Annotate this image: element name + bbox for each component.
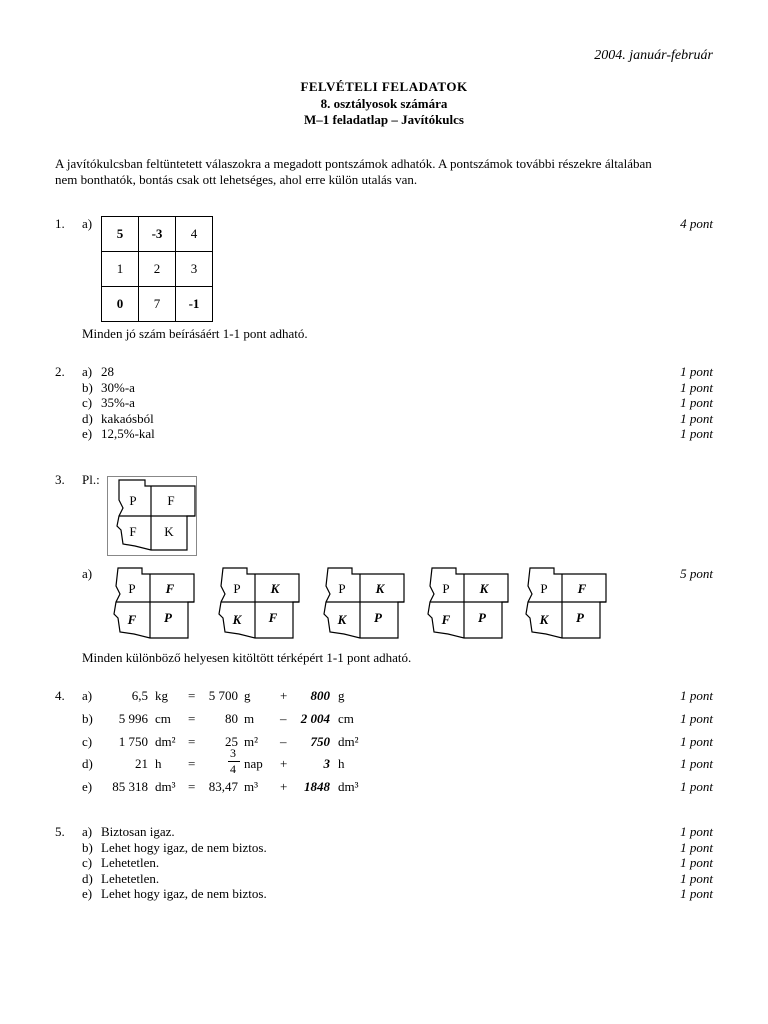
equals-sign: =	[188, 688, 196, 703]
map-region-label: K	[375, 581, 385, 596]
value-1: 1 750	[118, 734, 148, 749]
list-item-text: 28	[101, 364, 114, 379]
list-item-label: c)	[82, 395, 93, 410]
q2-number: 2.	[55, 364, 65, 379]
value-3: 750	[310, 734, 330, 749]
q3-example-map	[107, 476, 197, 556]
list-item-label: b)	[82, 839, 93, 855]
title-sheet: M–1 feladatlap – Javítókulcs	[304, 112, 464, 127]
value-2: 5 700	[208, 688, 238, 703]
map-region-label: P	[164, 610, 172, 625]
unit-3: dm³	[338, 779, 359, 794]
q3-points: 5 pont	[680, 566, 713, 581]
intro-line-2: nem bonthatók, bontás csak ott lehetséges, ahol erre külön utalás van.	[55, 172, 418, 187]
list-item-points: 1 pont	[680, 410, 713, 426]
grid-cell: -3	[139, 217, 176, 252]
unit-2: m	[244, 711, 255, 726]
q3-example-label: Pl.:	[82, 472, 100, 487]
list-item-label: a)	[82, 824, 93, 839]
q4-number: 4.	[55, 688, 65, 703]
unit-3: g	[338, 688, 345, 703]
map-region-label: P	[233, 581, 241, 596]
list-item-text: 30%-a	[101, 379, 135, 395]
intro-line-1: A javítókulcsban feltüntetett válaszokra a megadott pontszámok adhatók. A pontszámok további részekre általában	[55, 156, 652, 171]
row-points: 1 pont	[680, 734, 713, 749]
q1-note: Minden jó szám beírásáért 1-1 pont adható.	[82, 326, 308, 341]
unit-2: g	[244, 688, 251, 703]
q1-points: 4 pont	[680, 216, 713, 231]
answer-map	[318, 566, 408, 642]
map-region-label: K	[270, 581, 280, 596]
grid-cell: 5	[102, 217, 139, 252]
list-item-points: 1 pont	[680, 855, 713, 870]
list-item-label: e)	[82, 426, 93, 441]
answer-map	[520, 566, 610, 642]
operator: –	[280, 711, 287, 726]
row-points: 1 pont	[680, 756, 713, 771]
q1-sub-label: a)	[82, 216, 93, 231]
equals-sign: =	[188, 756, 196, 771]
q3-number: 3.	[55, 472, 65, 487]
row-label: b)	[82, 711, 93, 726]
grid-cell: 4	[176, 217, 213, 252]
grid-cell: 7	[139, 287, 176, 322]
operator: +	[280, 779, 288, 794]
grid-cell: -1	[176, 287, 213, 322]
grid-cell: 3	[176, 252, 213, 287]
map-region-label: F	[268, 610, 278, 625]
unit-1: h	[155, 756, 162, 771]
value-3: 3	[323, 756, 330, 771]
title-sub: 8. osztályosok számára	[320, 96, 448, 111]
row-label: e)	[82, 779, 93, 794]
unit-2: m²	[244, 734, 259, 749]
list-item-points: 1 pont	[680, 364, 713, 379]
operator: –	[280, 734, 287, 749]
equals-sign: =	[188, 711, 196, 726]
map-region-label: P	[338, 581, 346, 596]
answer-map	[213, 566, 303, 642]
value-1: 21	[135, 756, 148, 771]
list-item-points: 1 pont	[680, 426, 713, 441]
list-item-text: kakaósból	[101, 410, 154, 426]
q5-number: 5.	[55, 824, 65, 839]
map-region-label: P	[442, 581, 450, 596]
fraction-numerator: 3	[230, 746, 236, 760]
list-item-points: 1 pont	[680, 886, 713, 901]
equals-sign: =	[188, 779, 196, 794]
list-item-text: Lehet hogy igaz, de nem biztos.	[101, 839, 267, 855]
q1-number: 1.	[55, 216, 65, 231]
row-label: d)	[82, 756, 93, 771]
row-label: a)	[82, 688, 93, 703]
map-region-label: F	[129, 524, 137, 539]
grid-cell: 1	[102, 252, 139, 287]
row-points: 1 pont	[680, 688, 713, 703]
row-label: c)	[82, 734, 93, 749]
value-3: 2 004	[300, 711, 330, 726]
map-region-label: P	[374, 610, 382, 625]
value-1: 6,5	[131, 688, 148, 703]
list-item-label: c)	[82, 855, 93, 870]
q1-magic-square	[101, 216, 213, 322]
date: 2004. január-február	[594, 48, 713, 63]
map-region-label: K	[479, 581, 489, 596]
q3-sub-label: a)	[82, 566, 93, 581]
grid-cell: 0	[102, 287, 139, 322]
value-1: 5 996	[118, 711, 148, 726]
list-item-points: 1 pont	[680, 395, 713, 410]
unit-3: h	[338, 756, 345, 771]
map-region-label: F	[441, 612, 451, 627]
operator: +	[280, 756, 288, 771]
list-item-text: Biztosan igaz.	[101, 824, 175, 839]
list-item-label: e)	[82, 886, 93, 901]
list-item-text: Lehetetlen.	[101, 855, 160, 870]
unit-1: dm²	[155, 734, 176, 749]
answer-map	[108, 566, 198, 642]
answer-map	[422, 566, 512, 642]
list-item-label: b)	[82, 379, 93, 395]
fraction-denominator: 4	[230, 762, 236, 776]
list-item-points: 1 pont	[680, 839, 713, 855]
map-region-label: P	[129, 493, 137, 508]
list-item-text: Lehet hogy igaz, de nem biztos.	[101, 886, 267, 901]
map-region-label: P	[576, 610, 584, 625]
value-1: 85 318	[112, 779, 148, 794]
list-item-points: 1 pont	[680, 379, 713, 395]
value-2: 25	[225, 734, 238, 749]
list-item-text: 12,5%-kal	[101, 426, 155, 441]
list-item-text: 35%-a	[101, 395, 135, 410]
value-2: 83,47	[208, 779, 238, 794]
unit-3: cm	[338, 711, 354, 726]
value-3: 800	[310, 688, 330, 703]
operator: +	[280, 688, 288, 703]
map-region-label: F	[577, 581, 587, 596]
map-region-label: K	[232, 612, 242, 627]
q3-note: Minden különböző helyesen kitöltött térképért 1-1 pont adható.	[82, 650, 412, 665]
list-item-label: d)	[82, 410, 93, 426]
row-points: 1 pont	[680, 711, 713, 726]
unit-1: kg	[155, 688, 168, 703]
equals-sign: =	[188, 734, 196, 749]
map-region-label: K	[164, 524, 174, 539]
map-region-label: F	[165, 581, 175, 596]
map-region-label: K	[539, 612, 549, 627]
value-3: 1848	[304, 779, 330, 794]
unit-1: cm	[155, 711, 171, 726]
row-points: 1 pont	[680, 779, 713, 794]
list-item-points: 1 pont	[680, 824, 713, 839]
unit-2: nap	[244, 756, 263, 771]
map-region-label: P	[128, 581, 136, 596]
title-main: FELVÉTELI FELADATOK	[300, 79, 468, 94]
map-region-label: F	[127, 612, 137, 627]
unit-3: dm²	[338, 734, 359, 749]
map-region-label: P	[478, 610, 486, 625]
list-item-label: d)	[82, 870, 93, 886]
list-item-points: 1 pont	[680, 870, 713, 886]
map-region-label: P	[540, 581, 548, 596]
map-region-label: F	[167, 493, 175, 508]
unit-2: m³	[244, 779, 259, 794]
list-item-text: Lehetetlen.	[101, 870, 160, 886]
map-region-label: K	[337, 612, 347, 627]
value-2: 80	[225, 711, 238, 726]
grid-cell: 2	[139, 252, 176, 287]
list-item-label: a)	[82, 364, 93, 379]
unit-1: dm³	[155, 779, 176, 794]
